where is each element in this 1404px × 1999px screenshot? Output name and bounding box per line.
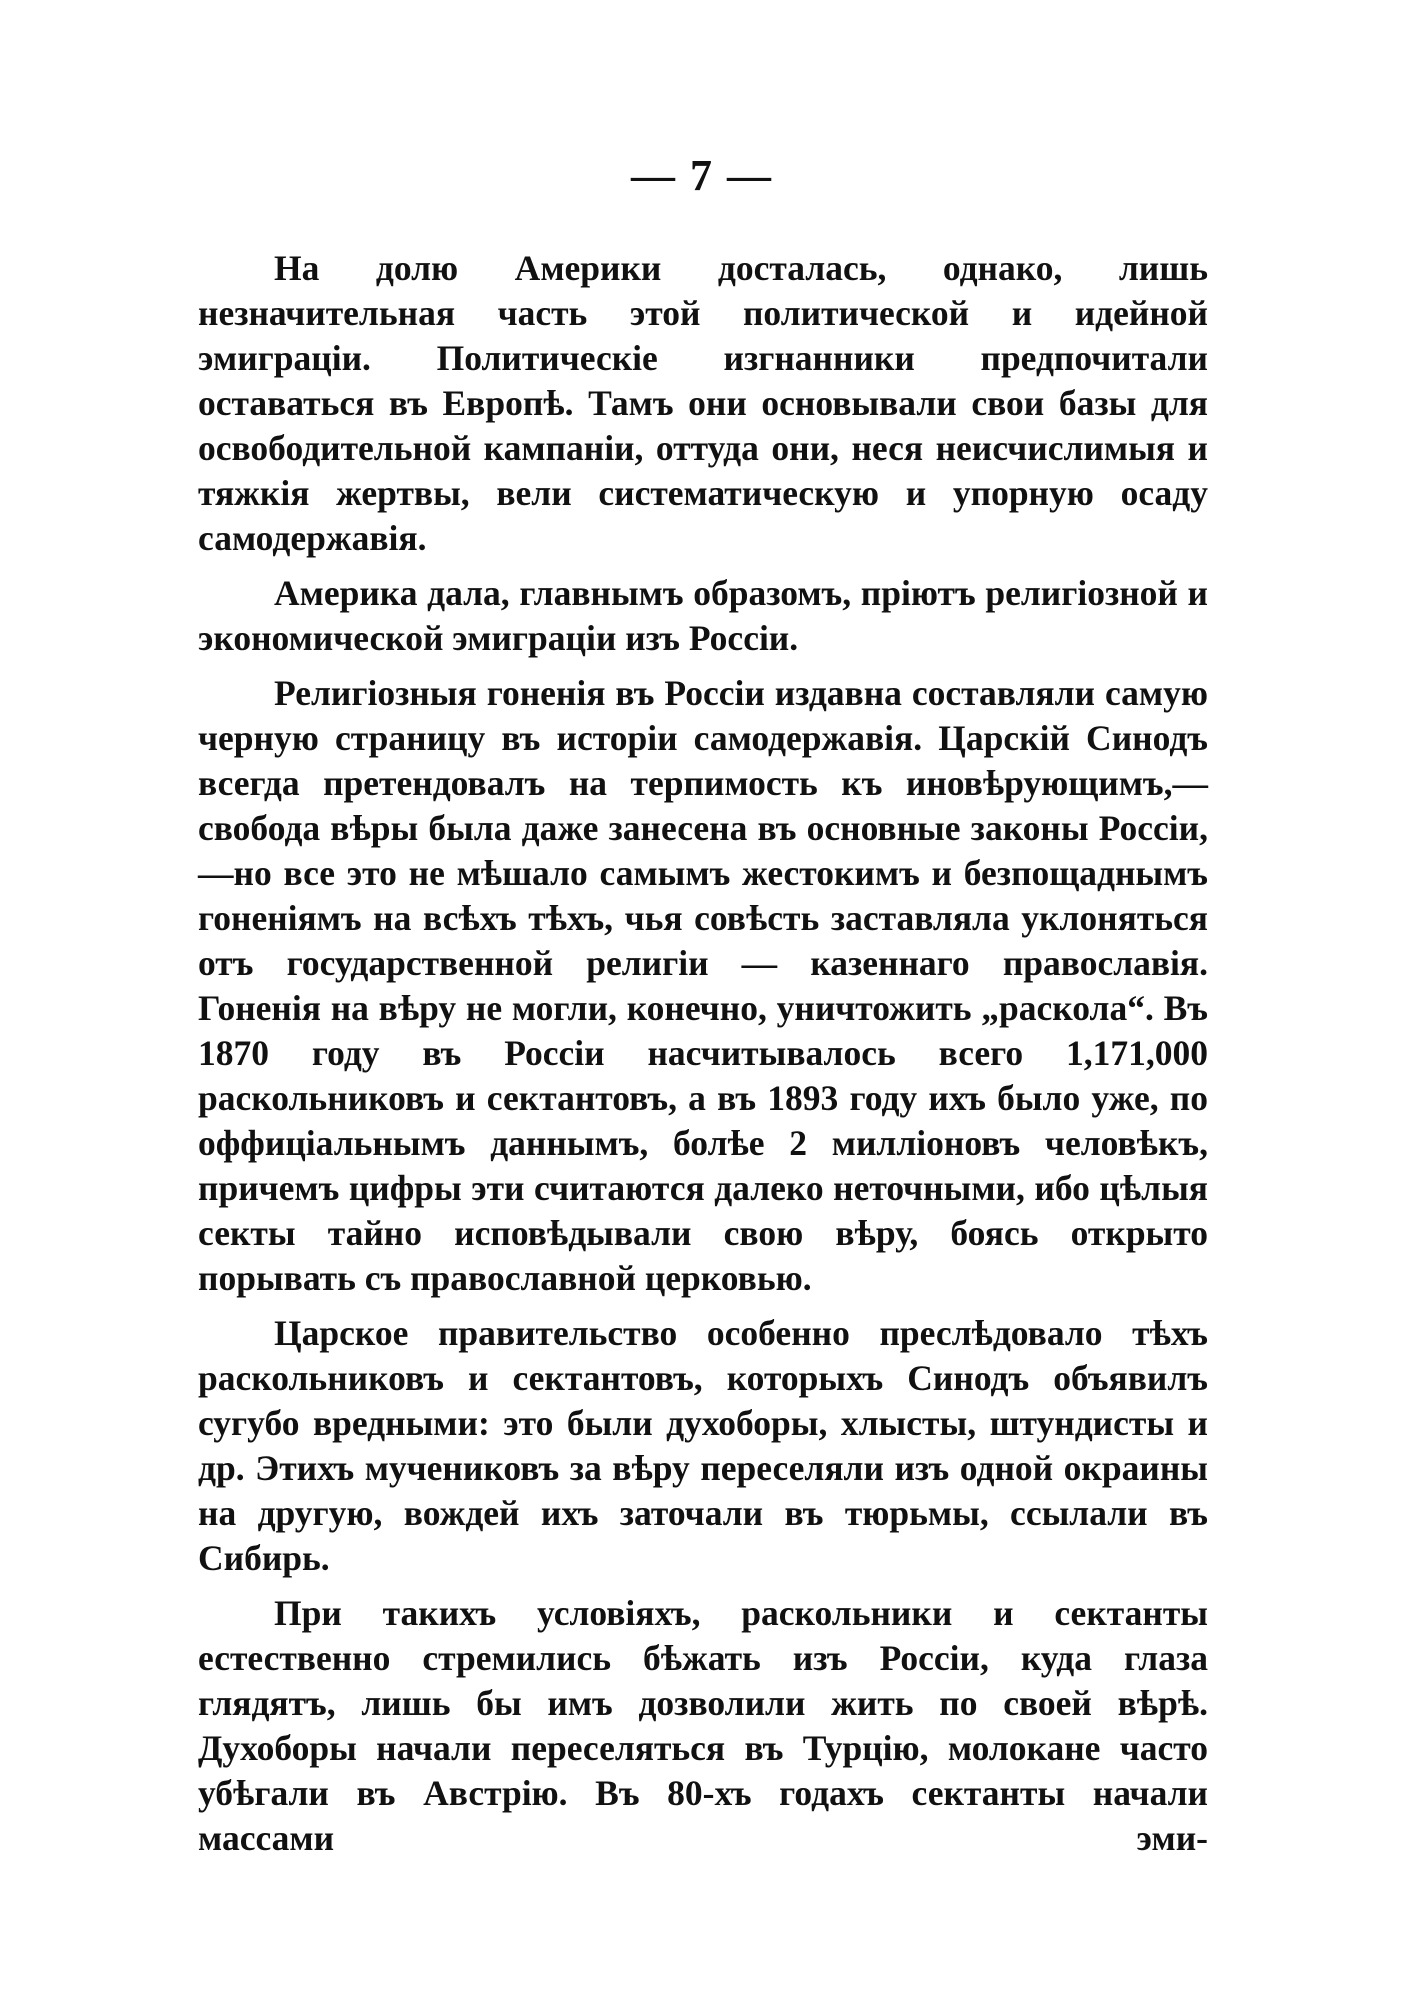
page-number: — 7 — (631, 151, 773, 200)
body-text (198, 246, 1208, 1871)
paragraph-emigration-europe: На долю Америки досталась, однако, лишь незначительная часть этой политической и идейной эмиграціи. Политическіе изгнанники предпочитали оставаться въ Европѣ. Тамъ они основывали свои базы для освободительной кампаніи, оттуда они, неся неисчислимыя и тяжкія жертвы, вели систематическую и упорную осаду самодержавія. (198, 248, 1208, 558)
paragraph-america-refuge: Америка дала, главнымъ образомъ, пріютъ религіозной и экономической эмиграціи изъ Россіи. (198, 573, 1208, 658)
paragraph-religious-persecution: Религіозныя гоненія въ Россіи издавна составляли самую черную страницу въ исторіи самодержавія. Царскій Синодъ всегда претендовалъ на терпимость къ иновѣрующимъ,—свобода вѣры была даже занесена въ основные законы Россіи,—но все это не мѣшало самымъ жестокимъ и безпощаднымъ гоненіямъ на всѣхъ тѣхъ, чья совѣсть заставляла уклоняться отъ государственной религіи — казеннаго православія. Гоненія на вѣру не могли, конечно, уничтожить „раскола“. Въ 1870 году въ Россіи насчитывалось всего 1,171,000 раскольниковъ и сектантовъ, а въ 1893 году ихъ было уже, по оффиціальнымъ даннымъ, болѣе 2 милліоновъ человѣкъ, причемъ цифры эти считаются далеко неточными, ибо цѣлыя секты тайно исповѣдывали свою вѣру, боясь открыто порывать съ православной церковью. (198, 673, 1208, 1298)
paragraph-sectarians-persecuted: Царское правительство особенно преслѣдовало тѣхъ раскольниковъ и сектантовъ, которыхъ Синодъ объявилъ сугубо вредными: это были духоборы, хлысты, штундисты и др. Этихъ мучениковъ за вѣру переселяли изъ одной окраины на другую, вождей ихъ заточали въ тюрьмы, ссылали въ Сибирь. (198, 1313, 1208, 1578)
paragraph-sectarians-flee: При такихъ условіяхъ, раскольники и сектанты естественно стремились бѣжать изъ Россіи, куда глаза глядятъ, лишь бы имъ дозволили жить по своей вѣрѣ. Духоборы начали переселяться въ Турцію, молокане часто убѣгали въ Австрію. Въ 80-хъ годахъ сектанты начали массами эми- (198, 1593, 1208, 1858)
